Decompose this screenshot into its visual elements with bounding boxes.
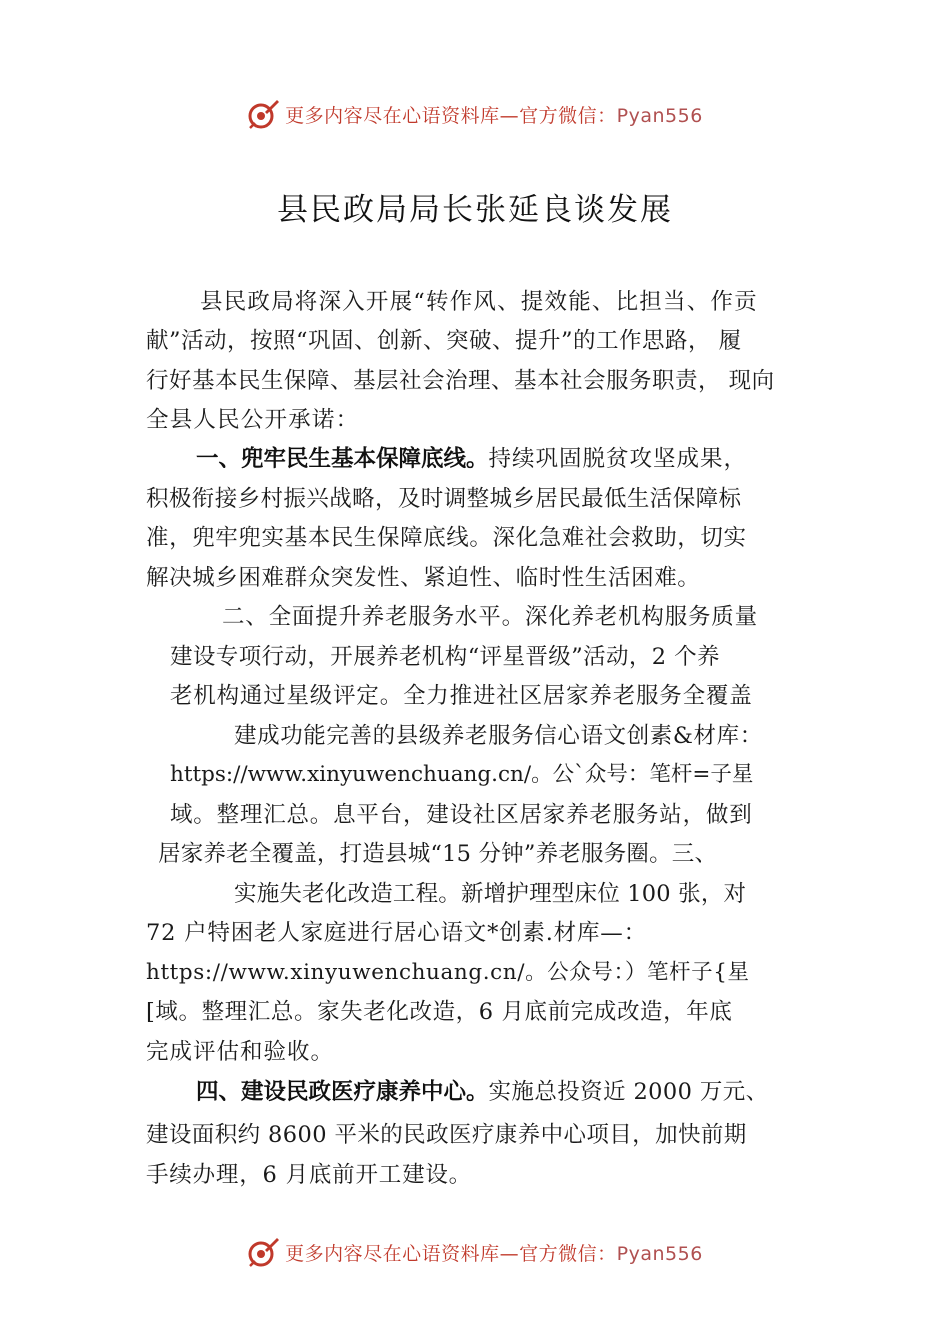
document-title: 县民政局局长张延良谈发展 [277, 192, 673, 228]
section2-line-3: 老机构通过星级评定。全力推进社区居家养老服务全覆盖 [170, 683, 753, 709]
section2-line-7: 居家养老全覆盖，打造县城“15 分钟”养老服务圈。三、 [158, 841, 718, 867]
banner-text: 更多内容尽在心语资料库—官方微信：Pyan556 [285, 1242, 703, 1265]
section2-line-6: 域。整理汇总。息平台，建设社区居家养老服务站，做到 [170, 802, 753, 828]
section4-heading: 四、建设民政医疗康养中心。 [196, 1079, 489, 1105]
section1-heading: 一、兜牢民生基本保障底线。 [196, 446, 489, 472]
section2-line-8: 实施失老化改造工程。新增护理型床位 100 张，对 [234, 881, 747, 907]
section2-line-2: 建设专项行动，开展养老机构“评星晋级”活动，2 个养 [170, 644, 720, 670]
section2-line-4: 建成功能完善的县级养老服务信心语文创素&材库： [234, 723, 763, 749]
section2-line-1: 二、全面提升养老服务水平。深化养老机构服务质量 [222, 604, 758, 630]
section2-line-5: https://www.xinyuwenchuang.cn/。公`众号：笔杆=子星 [170, 762, 754, 787]
intro-line-2: 献”活动，按照“巩固、创新、突破、提升”的工作思路， 履 [146, 328, 742, 354]
pen-logo-icon [247, 1235, 281, 1269]
section4-line-2: 建设面积约 8600 平米的民政医疗康养中心项目，加快前期 [146, 1122, 747, 1148]
section1-line-3: 准，兜牢兜实基本民生保障底线。深化急难社会救助，切实 [146, 525, 747, 551]
pen-logo-icon [247, 97, 281, 131]
section2-line-9: 72 户特困老人家庭进行居心语文*创素.材库—： [146, 920, 647, 946]
banner-text: 更多内容尽在心语资料库—官方微信：Pyan556 [285, 104, 703, 127]
section2-line-11: [域。整理汇总。家失老化改造，6 月底前完成改造，年底 [146, 999, 733, 1025]
wechat-id: Pyan556 [616, 1242, 703, 1265]
section2-line-10: https://www.xinyuwenchuang.cn/。公众号：）笔杆子{星 [146, 960, 750, 985]
section4-first-line: 四、建设民政医疗康养中心。实施总投资近 2000 万元、 [196, 1079, 769, 1105]
intro-line-3: 行好基本民生保障、基层社会治理、基本社会服务职责， 现向 [146, 368, 775, 394]
intro-line-1: 县民政局将深入开展“转作风、提效能、比担当、作贡 [200, 289, 758, 315]
section1-first-line: 一、兜牢民生基本保障底线。持续巩固脱贫攻坚成果， [196, 446, 748, 472]
header-banner [0, 94, 950, 134]
section2-line-12: 完成评估和验收。 [146, 1039, 335, 1065]
wechat-id: Pyan556 [616, 104, 703, 127]
section1-line-4: 解决城乡困难群众突发性、紧迫性、临时性生活困难。 [146, 565, 701, 591]
footer-banner [0, 1232, 950, 1272]
intro-line-4: 全县人民公开承诺： [146, 407, 360, 433]
section1-line-2: 积极衔接乡村振兴战略，及时调整城乡居民最低生活保障标 [146, 486, 742, 512]
section4-line-3: 手续办理，6 月底前开工建设。 [146, 1162, 472, 1188]
